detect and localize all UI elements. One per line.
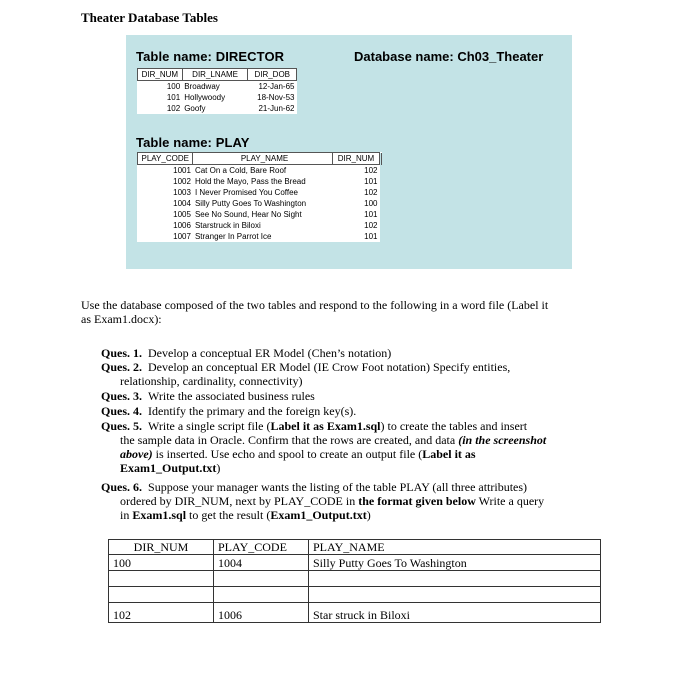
- play-cell: 101: [364, 210, 378, 219]
- result-cell: 1006: [214, 603, 309, 623]
- play-cell: 101: [364, 232, 378, 241]
- question-label: Ques. 5.: [101, 419, 143, 433]
- play-cell: See No Sound, Hear No Sight: [194, 210, 302, 219]
- director-table: [137, 68, 297, 114]
- question-label: Ques. 3.: [101, 389, 143, 403]
- result-table: [108, 539, 601, 623]
- question-1: [101, 346, 601, 360]
- question-text: Develop an conceptual ER Model (IE Crow Foot notation) Specify entities,: [148, 360, 511, 374]
- play-cell: Hold the Mayo, Pass the Bread: [194, 177, 306, 186]
- play-cell: I Never Promised You Coffee: [194, 188, 298, 197]
- result-row: [109, 555, 601, 571]
- result-row: [109, 587, 601, 603]
- director-cell: 21-Jun-62: [258, 104, 295, 113]
- play-header-cell: DIR_NUM: [333, 153, 380, 165]
- play-header-cell: PLAY_NAME: [193, 153, 336, 165]
- play-cell: 1003: [173, 188, 191, 197]
- play-cell: 1005: [173, 210, 191, 219]
- play-cell: 101: [364, 177, 378, 186]
- director-cell: Goofy: [184, 104, 206, 113]
- director-header-cell: DIR_NUM: [138, 69, 183, 81]
- result-cell: Silly Putty Goes To Washington: [309, 555, 601, 571]
- director-header-row: [138, 69, 297, 81]
- result-cell: [309, 571, 601, 587]
- result-cell: 1004: [214, 555, 309, 571]
- question-label: Ques. 6.: [101, 480, 143, 494]
- director-table-name: Table name: DIRECTOR: [136, 49, 285, 64]
- result-header-cell: DIR_NUM: [109, 540, 214, 555]
- play-cell: 1006: [173, 221, 191, 230]
- play-cell: 102: [364, 166, 378, 175]
- question-text: Identify the primary and the foreign key(s).: [148, 404, 357, 418]
- play-dirnum-column: [332, 152, 380, 242]
- result-cell: 102: [109, 603, 214, 623]
- result-cell: [309, 587, 601, 603]
- director-cell: 100: [166, 82, 181, 91]
- question-2: [101, 360, 601, 388]
- result-row: [109, 571, 601, 587]
- director-row: [138, 81, 297, 93]
- result-header-cell: PLAY_NAME: [309, 540, 601, 555]
- question-3: [101, 389, 601, 403]
- play-cell: 102: [364, 221, 378, 230]
- question-text: Write the associated business rules: [148, 389, 315, 403]
- question-label: Ques. 4.: [101, 404, 143, 418]
- director-cell: Hollywoody: [184, 93, 226, 102]
- intro-line-1: Use the database composed of the two tables and respond to the following in a word file (Label it: [81, 298, 549, 312]
- director-cell: 12-Jan-65: [258, 82, 295, 91]
- result-cell: [214, 571, 309, 587]
- play-cell: 1007: [173, 232, 191, 241]
- director-header-cell: DIR_DOB: [248, 69, 297, 81]
- director-cell: 18-Nov-53: [257, 93, 295, 102]
- result-cell: Star struck in Biloxi: [309, 603, 601, 623]
- result-header-cell: PLAY_CODE: [214, 540, 309, 555]
- play-cell: 1001: [173, 166, 191, 175]
- question-text: relationship, cardinality, connectivity): [120, 374, 303, 388]
- document-title: Theater Database Tables: [81, 10, 218, 25]
- play-cell: 100: [364, 199, 378, 208]
- play-cell: 1002: [173, 177, 191, 186]
- result-cell: [214, 587, 309, 603]
- intro-line-2: as Exam1.docx):: [81, 312, 162, 326]
- director-header-cell: DIR_LNAME: [182, 69, 248, 81]
- question-4: [101, 404, 601, 418]
- play-cell: Stranger In Parrot Ice: [194, 232, 272, 241]
- result-row: [109, 603, 601, 623]
- question-5: Ques. 5. Write a single script file (Label it as Exam1.sql) to create the tables and insert the sample data in Oracle. Confirm that the rows are created, and data (in the screenshot above) is inserted. Use echo and spool to create an output file (Label it as Exam1_Output.txt): [101, 419, 547, 475]
- director-cell: 102: [166, 104, 181, 113]
- director-cell: Broadway: [184, 82, 220, 91]
- play-table-name: Table name: PLAY: [136, 135, 250, 150]
- play-cell: Cat On a Cold, Bare Roof: [194, 166, 287, 175]
- question-6: Ques. 6. Suppose your manager wants the listing of the table PLAY (all three attributes) ordered by DIR_NUM, next by PLAY_CODE in the format given below Write a query in Exam1.sql to get the result (Exam1_Output.txt): [101, 480, 545, 522]
- question-label: Ques. 1.: [101, 346, 143, 360]
- result-cell: 100: [109, 555, 214, 571]
- play-header-cell: PLAY_CODE: [138, 153, 193, 165]
- play-cell: 102: [364, 188, 378, 197]
- director-row: [138, 92, 297, 103]
- result-cell: [109, 587, 214, 603]
- result-header-row: [109, 540, 601, 555]
- play-cell: 1004: [173, 199, 191, 208]
- director-row: [138, 103, 297, 114]
- database-name: Database name: Ch03_Theater: [354, 49, 544, 64]
- play-cell: Silly Putty Goes To Washington: [194, 199, 307, 208]
- director-cell: 101: [166, 93, 181, 102]
- result-cell: [109, 571, 214, 587]
- question-text: Develop a conceptual ER Model (Chen’s notation): [148, 346, 392, 360]
- database-screenshot-panel: [126, 35, 572, 269]
- question-label: Ques. 2.: [101, 360, 143, 374]
- play-cell: Starstruck in Biloxi: [194, 221, 261, 230]
